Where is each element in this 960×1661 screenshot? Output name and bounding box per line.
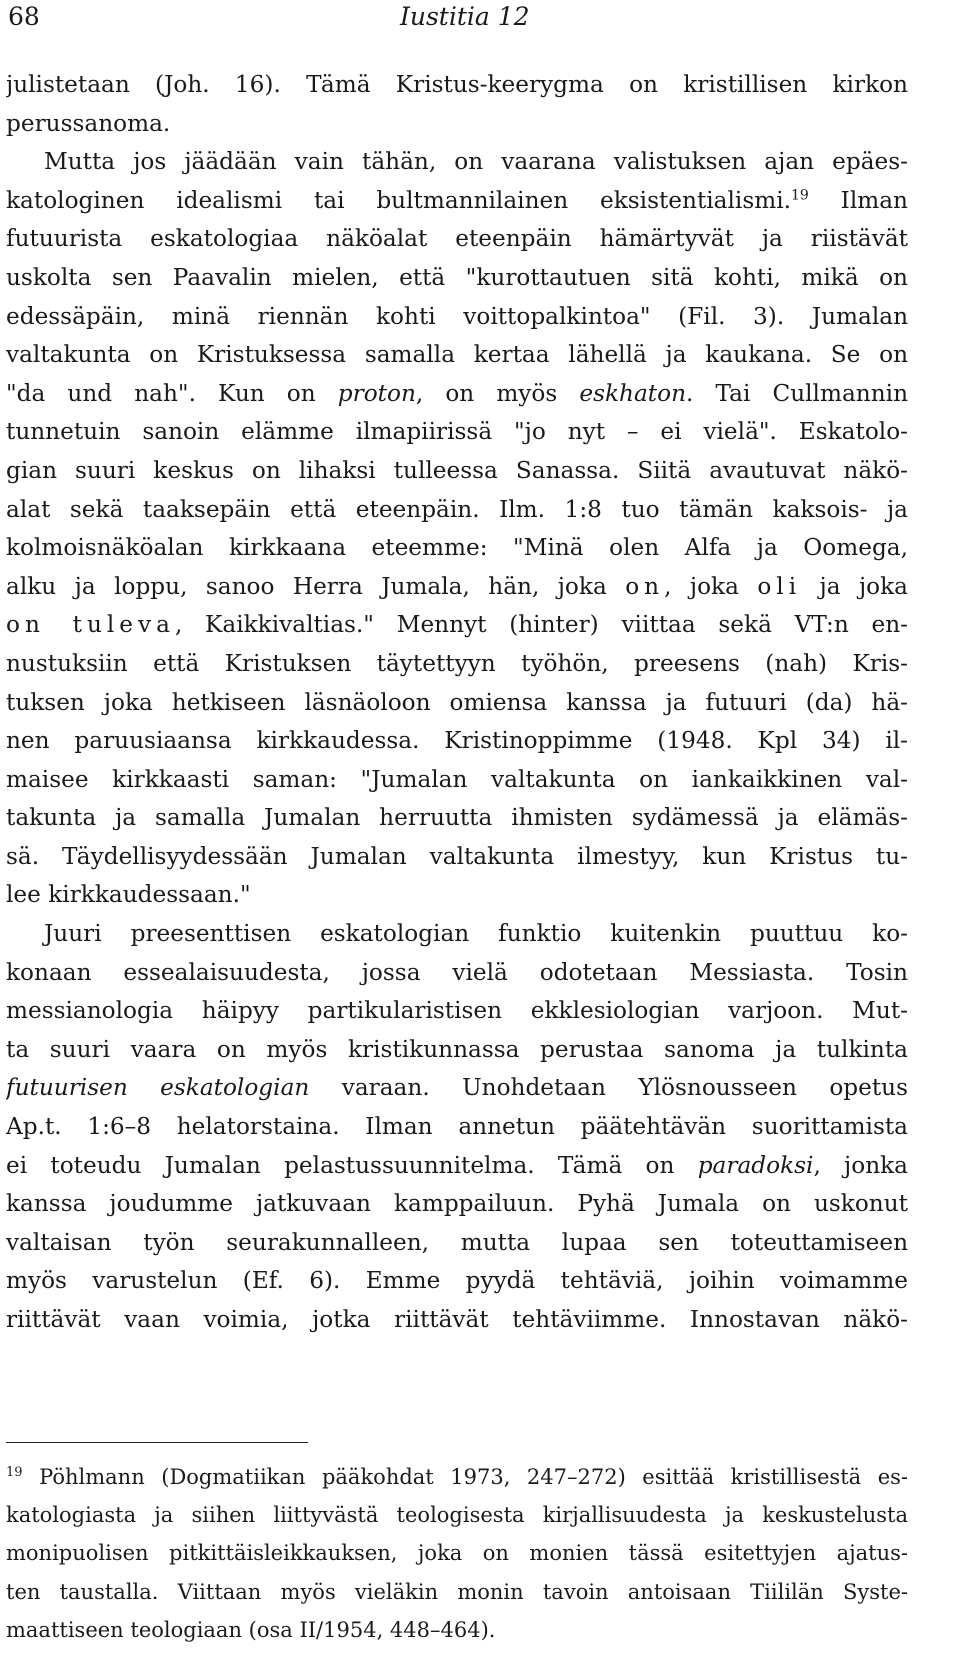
text-line: valtakunta on Kristuksessa samalla kertaa lähellä ja kaukana. Se on: [6, 341, 908, 369]
text-run: , jonka: [813, 1151, 908, 1179]
text-line: uskolta sen Paavalin mielen, että "kurottautuen sitä kohti, mikä on: [6, 263, 908, 291]
text-line: kanssa joudumme jatkuvaan kamppailuun. Pyhä Jumala on uskonut: [6, 1190, 908, 1218]
text-line: Mutta jos jäädään vain tähän, on vaarana valistuksen ajan epäes-: [44, 148, 908, 176]
text-line: nustuksiin että Kristuksen täytettyyn työhön, preesens (nah) Kris-: [6, 649, 908, 677]
text-run: , Kaikkivaltias." Mennyt (hinter) viittaa sekä VT:n en-: [174, 611, 908, 639]
text-line: lee kirkkaudessaan.": [6, 881, 251, 909]
text-line: valtaisan työn seurakunnalleen, mutta lupaa sen toteuttamiseen: [6, 1228, 908, 1256]
text-line: [6, 182, 908, 221]
text-run: Ilman: [808, 186, 908, 214]
text-line: [6, 375, 908, 414]
footnote-number: 19: [6, 1465, 23, 1480]
text-line: [6, 606, 908, 645]
text-line: Ap.t. 1:6–8 helatorstaina. Ilman annetun päätehtävän suorittamista: [6, 1113, 908, 1141]
text-line: [6, 568, 908, 607]
footnote-line: monipuolisen pitkittäisleikkauksen, joka on monien tässä esitettyjen ajatus-: [6, 1541, 908, 1566]
text-line: tunnetuin sanoin elämme ilmapiirissä "jo nyt – ei vielä". Eskatolo-: [6, 418, 908, 446]
text-run: Pöhlmann (Dogmatiikan pääkohdat 1973, 247–272) esittää kristillisestä es-: [22, 1465, 908, 1489]
footnote-line: maattiseen teologiaan (osa II/1954, 448–464).: [6, 1617, 496, 1642]
text-run: alku ja loppu, sanoo Herra Jumala, hän, joka: [6, 572, 626, 600]
text-line: [6, 1069, 908, 1108]
text-line: myös varustelun (Ef. 6). Emme pyydä tehtäviä, joihin voimamme: [6, 1267, 908, 1295]
italic-term: paradoksi: [697, 1151, 814, 1179]
spaced-emphasis: on tuleva: [6, 611, 175, 639]
text-line: gian suuri keskus on lihaksi tulleessa Sanassa. Siitä avautuvat näkö-: [6, 456, 908, 484]
text-line: ta suuri vaara on myös kristikunnassa perustaa sanoma ja tulkinta: [6, 1035, 908, 1063]
footnote-divider: [6, 1442, 308, 1443]
text-line: kolmoisnäköalan kirkkaana eteemme: "Minä olen Alfa ja Oomega,: [6, 534, 908, 562]
page-number: 68: [8, 2, 40, 31]
footnote-line: katologiasta ja siihen liittyvästä teologisesta kirjallisuudesta ja keskustelusta: [6, 1503, 908, 1528]
text-line: alat sekä taaksepäin että eteenpäin. Ilm. 1:8 tuo tämän kaksois- ja: [6, 495, 908, 523]
page-header: [0, 0, 960, 40]
text-line: julistetaan (Joh. 16). Tämä Kristus-keerygma on kristillisen kirkon: [6, 71, 908, 98]
text-run: , on myös: [415, 379, 580, 407]
text-run: katologinen idealismi tai bultmannilainen eksistentialismi.: [6, 186, 792, 214]
text-line: takunta ja samalla Jumalan herruutta ihmisten sydämessä ja elämäs-: [6, 804, 908, 832]
text-line: konaan essealaisuudesta, jossa vielä odotetaan Messiasta. Tosin: [6, 958, 908, 986]
text-line: [6, 1147, 908, 1186]
main-text: [6, 66, 908, 1340]
text-line: perussanoma.: [6, 109, 171, 137]
text-line: edessäpäin, minä riennän kohti voittopalkintoa" (Fil. 3). Jumalan: [6, 302, 908, 330]
text-run: , joka: [664, 572, 758, 600]
text-line: Juuri preesenttisen eskatologian funktio kuitenkin puuttuu ko-: [44, 920, 908, 948]
spaced-emphasis: oli: [757, 572, 802, 600]
text-line: nen paruusiaansa kirkkaudessa. Kristinoppimme (1948. Kpl 34) il-: [6, 727, 908, 755]
text-line: sä. Täydellisyydessään Jumalan valtakunta ilmestyy, kun Kristus tu-: [6, 842, 908, 870]
text-line: maisee kirkkaasti saman: "Jumalan valtakunta on iankaikkinen val-: [6, 765, 908, 793]
text-run: ei toteudu Jumalan pelastussuunnitelma. Tämä on: [6, 1151, 698, 1179]
text-run: "da und nah". Kun on: [6, 379, 338, 407]
spaced-emphasis: on: [625, 572, 665, 600]
italic-term: futuurisen eskatologian: [6, 1074, 310, 1102]
text-run: ja joka: [801, 572, 908, 600]
footnote-reference: 19: [791, 187, 809, 204]
italic-term: proton: [337, 379, 416, 407]
footnote-line: ten taustalla. Viittaan myös vieläkin monin tavoin antoisaan Tiililän Syste-: [6, 1579, 908, 1604]
running-title: Iustitia 12: [400, 2, 530, 31]
text-line: tuksen joka hetkiseen läsnäoloon omiensa kanssa ja futuuri (da) hä-: [6, 688, 908, 716]
footnote-line: [6, 1458, 908, 1496]
text-line: riittävät vaan voimia, jotka riittävät tehtäviimme. Innostavan näkö-: [6, 1306, 908, 1333]
italic-term: eskhaton: [579, 379, 687, 407]
text-run: . Tai Cullmannin: [686, 379, 908, 407]
text-run: varaan. Unohdetaan Ylösnousseen opetus: [309, 1074, 908, 1102]
text-line: messianologia häipyy partikularistisen ekklesiologian varjoon. Mut-: [6, 997, 908, 1025]
footnote-block: [6, 1458, 908, 1649]
text-line: futuurista eskatologiaa näköalat eteenpäin hämärtyvät ja riistävät: [6, 225, 908, 253]
